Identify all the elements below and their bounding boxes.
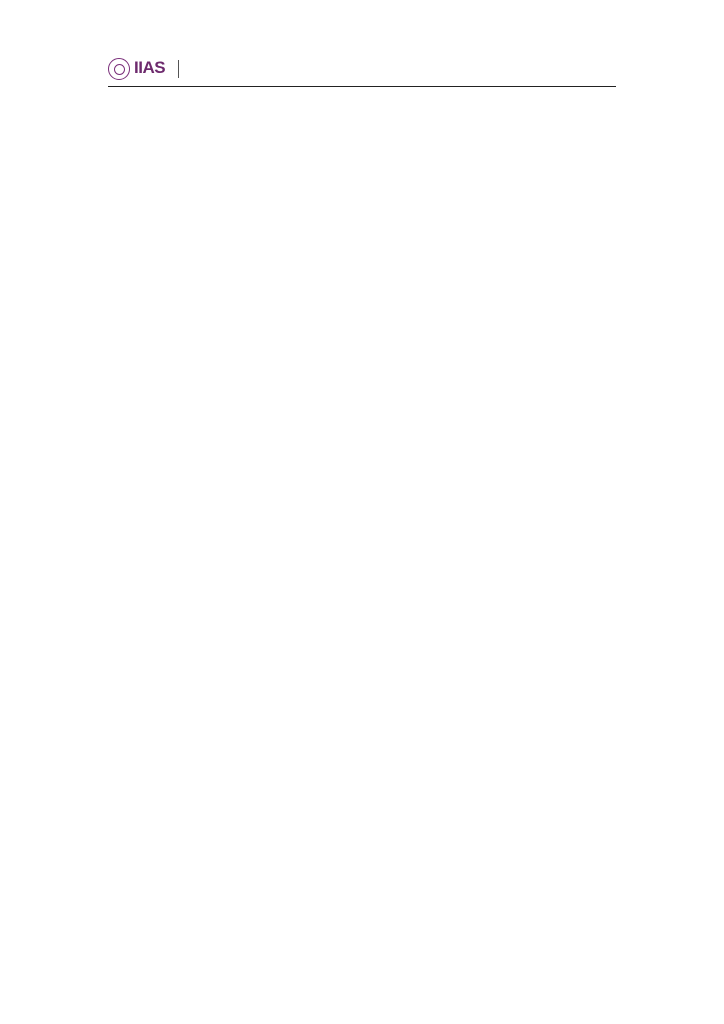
page-header [108,56,616,84]
logo-divider [178,60,179,78]
iias-logo: IIAS [134,58,166,77]
header-rule [108,86,616,87]
university-seal-logo [108,58,130,80]
